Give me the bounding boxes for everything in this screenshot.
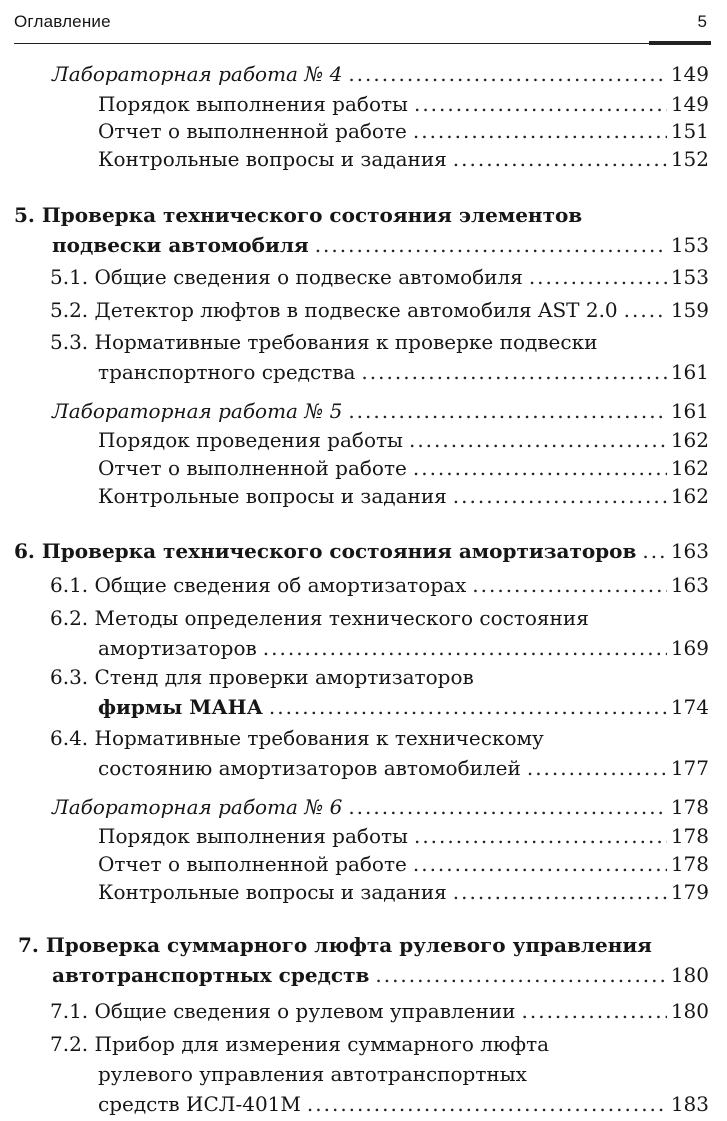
leader-dots: [529, 262, 667, 292]
toc-page-number: 180: [670, 963, 709, 987]
toc-entry-title: 7.2. Прибор для измерения суммарного люфта: [50, 1032, 550, 1056]
toc-page-number: 151: [670, 119, 709, 143]
toc-page-number: 162: [670, 428, 709, 452]
toc-entry-lab4[interactable]: [52, 59, 709, 89]
toc-entry-7-1[interactable]: [50, 996, 709, 1026]
toc-entry-title: Лабораторная работа № 5: [52, 399, 343, 423]
toc-entry[interactable]: [98, 877, 709, 907]
toc-entry-5-1[interactable]: [50, 262, 709, 292]
header-rule-accent: [649, 41, 711, 45]
toc-entry-title-cont: средств ИСЛ-401М: [98, 1092, 301, 1116]
toc-page-number: 162: [670, 484, 709, 508]
leader-dots: [522, 996, 667, 1026]
toc-page-number: 178: [670, 852, 709, 876]
leader-dots: [453, 144, 667, 174]
leader-dots: [642, 536, 666, 566]
leader-dots: [472, 570, 667, 600]
toc-entry-6-2[interactable]: [50, 603, 709, 663]
toc-entry-6-1[interactable]: [50, 570, 709, 600]
leader-dots: [453, 481, 667, 511]
toc-entry[interactable]: [98, 144, 709, 174]
toc-entry-title: 7. Проверка суммарного люфта рулевого управления: [18, 933, 652, 957]
toc-page-number: 180: [670, 999, 709, 1023]
toc-entry-title: 6. Проверка технического состояния амортизаторов: [14, 539, 637, 563]
toc-entry-title: Лабораторная работа № 6: [52, 795, 343, 819]
toc-entry[interactable]: [98, 425, 709, 455]
toc-entry-5-3[interactable]: [50, 327, 709, 387]
toc-entry-6-4[interactable]: [50, 723, 709, 783]
toc-page-number: 177: [670, 756, 709, 780]
toc-entry[interactable]: [98, 116, 709, 146]
leader-dots: [414, 89, 667, 119]
toc-page-number: 149: [670, 92, 709, 116]
toc-entry[interactable]: [98, 821, 709, 851]
toc-page-number: 161: [670, 399, 709, 423]
toc-entry-title: Контрольные вопросы и задания: [98, 484, 447, 508]
toc-entry-title: 5.2. Детектор люфтов в подвеске автомобиля AST 2.0: [50, 298, 618, 322]
toc-entry-7-2[interactable]: [50, 1029, 709, 1119]
toc-page-number: 178: [670, 795, 709, 819]
toc-entry[interactable]: [98, 849, 709, 879]
page-header: [14, 10, 711, 40]
toc-entry[interactable]: [98, 453, 709, 483]
toc-entry-title-cont: транспортного средства: [98, 360, 356, 384]
toc-entry-title-cont: состоянию амортизаторов автомобилей: [98, 756, 521, 780]
toc-entry-title-cont: автотранспортных средств: [52, 963, 370, 987]
toc-entry-5-2[interactable]: [50, 295, 709, 325]
toc-entry-title: 6.3. Стенд для проверки амортизаторов: [50, 665, 474, 689]
toc-chapter-6[interactable]: [14, 536, 709, 566]
toc-entry-lab6[interactable]: [52, 792, 709, 822]
toc-entry-title: Порядок выполнения работы: [98, 92, 408, 116]
leader-dots: [263, 633, 667, 663]
toc-entry-title: Порядок проведения работы: [98, 428, 403, 452]
leader-dots: [453, 877, 667, 907]
toc-entry-6-3[interactable]: [50, 662, 709, 722]
toc-page-number: 178: [670, 824, 709, 848]
leader-dots: [409, 425, 667, 455]
leader-dots: [414, 821, 667, 851]
leader-dots: [375, 960, 666, 990]
toc-page-number: 153: [670, 265, 709, 289]
toc-page-number: 162: [670, 456, 709, 480]
leader-dots: [624, 295, 667, 325]
toc-entry-title-cont: амортизаторов: [98, 636, 257, 660]
toc-page-number: 163: [670, 539, 709, 563]
toc-page-number: 179: [670, 880, 709, 904]
toc-entry-title: 6.4. Нормативные требования к техническому: [50, 726, 544, 750]
leader-dots: [527, 753, 667, 783]
toc-entry-title: 6.1. Общие сведения об амортизаторах: [50, 573, 467, 597]
leader-dots: [413, 849, 667, 879]
toc-entry-title: Отчет о выполненной работе: [98, 852, 407, 876]
leader-dots: [315, 230, 667, 260]
leader-dots: [348, 792, 666, 822]
toc-entry-lab5[interactable]: [52, 396, 709, 426]
toc-chapter-7[interactable]: [18, 930, 709, 990]
toc-entry-title: 5.3. Нормативные требования к проверке подвески: [50, 330, 598, 354]
toc-entry-title: 6.2. Методы определения технического состояния: [50, 606, 589, 630]
toc-page-number: 152: [670, 147, 709, 171]
toc-entry-title: Лабораторная работа № 4: [52, 62, 343, 86]
toc-entry-title: 7.1. Общие сведения о рулевом управлении: [50, 999, 516, 1023]
leader-dots: [413, 453, 667, 483]
toc-entry[interactable]: [98, 481, 709, 511]
leader-dots: [361, 357, 666, 387]
toc-entry-title: Отчет о выполненной работе: [98, 456, 407, 480]
toc-entry-title: Порядок выполнения работы: [98, 824, 408, 848]
toc-page-number: 153: [670, 233, 709, 257]
leader-dots: [413, 116, 667, 146]
toc-entry-title: Контрольные вопросы и задания: [98, 147, 447, 171]
leader-dots: [348, 396, 666, 426]
toc-page-number: 183: [670, 1092, 709, 1116]
toc-entry-title: 5. Проверка технического состояния элементов: [14, 203, 583, 227]
toc-entry-title-cont: подвески автомобиля: [52, 233, 309, 257]
toc-entry-title-cont: фирмы МАНА: [98, 695, 263, 719]
page-number: 5: [697, 12, 707, 31]
toc-page-number: 159: [670, 298, 709, 322]
toc-entry-title-cont: рулевого управления автотранспортных: [98, 1062, 527, 1086]
leader-dots: [269, 692, 667, 722]
toc-page-number: 163: [670, 573, 709, 597]
toc-entry-title: 5.1. Общие сведения о подвеске автомобиля: [50, 265, 523, 289]
toc-entry[interactable]: [98, 89, 709, 119]
toc-page-number: 149: [670, 62, 709, 86]
toc-chapter-5[interactable]: [14, 200, 709, 260]
toc-page-number: 169: [670, 636, 709, 660]
running-title: Оглавление: [14, 12, 111, 31]
toc-entry-title: Контрольные вопросы и задания: [98, 880, 447, 904]
leader-dots: [307, 1089, 667, 1119]
toc-page-number: 174: [670, 695, 709, 719]
toc-entry-title: Отчет о выполненной работе: [98, 119, 407, 143]
toc-page-number: 161: [670, 360, 709, 384]
leader-dots: [348, 59, 666, 89]
header-rule: [14, 43, 711, 44]
